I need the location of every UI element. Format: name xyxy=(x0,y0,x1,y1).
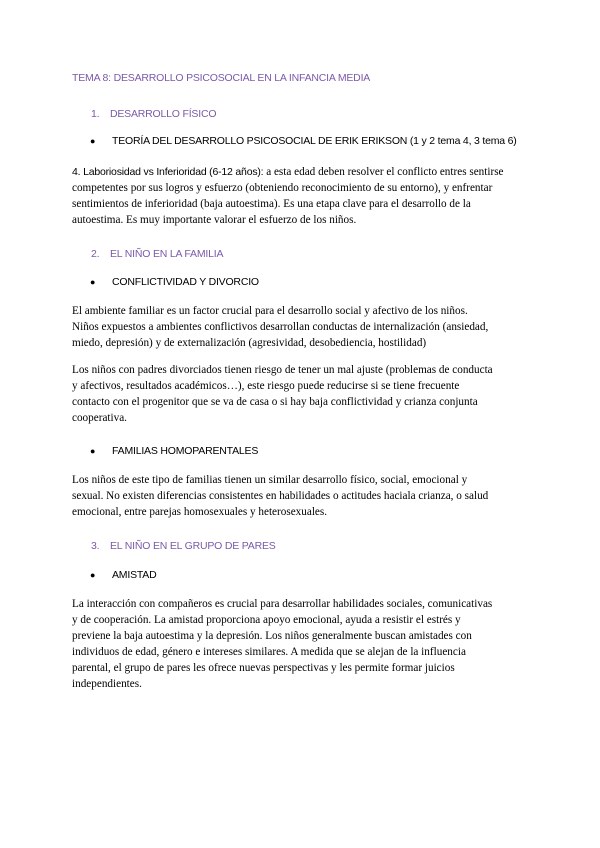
paragraph-line: y afectivos, resultados académicos…), este riesgo puede reducirse si se tiene frecuente xyxy=(72,380,460,392)
bullet-erikson-theory xyxy=(90,135,517,147)
paragraph-line: independientes. xyxy=(72,678,142,690)
paragraph-line: autoestima. Es muy importante valorar el esfuerzo de los niños. xyxy=(72,214,357,226)
bullet-icon: ● xyxy=(90,277,96,287)
bullet-text: TEORÍA DEL DESARROLLO PSICOSOCIAL DE ERIK ERIKSON (1 y 2 tema 4, 3 tema 6) xyxy=(112,135,517,147)
paragraph-line: Niños expuestos a ambientes conflictivos desarrollan conductas de internalización (ansiedad, xyxy=(72,321,489,333)
paragraph-homoparentales xyxy=(72,472,536,520)
paragraph-line: cooperativa. xyxy=(72,412,127,424)
bullet-homoparentales xyxy=(90,445,258,457)
bullet-icon: ● xyxy=(90,136,96,146)
paragraph-line: previene la baja autoestima y la depresión. Los niños generalmente buscan amistades con xyxy=(72,630,472,642)
section-heading-nino-familia xyxy=(91,248,223,260)
bullet-text: FAMILIAS HOMOPARENTALES xyxy=(112,445,259,457)
paragraph-lead: 4. Laboriosidad vs Inferioridad (6-12 años): xyxy=(72,166,264,178)
paragraph-line: a esta edad deben resolver el conflicto entres sentirse xyxy=(263,166,504,178)
paragraph-laboriosidad xyxy=(72,164,536,228)
paragraph-ambiente-familiar xyxy=(72,303,536,351)
section-heading-text: EL NIÑO EN LA FAMILIA xyxy=(110,248,224,260)
paragraph-line: parental, el grupo de pares les ofrece nuevas perspectivas y les permite formar juicios xyxy=(72,662,455,674)
paragraph-line: sentimientos de inferioridad (baja autoestima). Es una etapa clave para el desarrollo de la xyxy=(72,198,471,210)
section-number: 3. xyxy=(91,540,100,552)
paragraph-line: miedo, depresión) y de externalización (agresividad, desobediencia, hostilidad) xyxy=(72,337,427,349)
paragraph-line: competentes por sus logros y esfuerzo (obteniendo reconocimiento de su entorno), y enfrentar xyxy=(72,182,493,194)
bullet-amistad xyxy=(90,569,157,581)
section-heading-desarrollo-fisico xyxy=(91,108,216,120)
bullet-icon: ● xyxy=(90,446,96,456)
paragraph-line: La interacción con compañeros es crucial para desarrollar habilidades sociales, comunicativas xyxy=(72,598,493,610)
paragraph-amistad xyxy=(72,596,536,692)
bullet-text: CONFLICTIVIDAD Y DIVORCIO xyxy=(112,276,259,288)
paragraph-line: Los niños de este tipo de familias tienen un similar desarrollo físico, social, emocional y xyxy=(72,474,468,486)
paragraph-line: sexual. No existen diferencias consistentes en habilidades o actitudes haciala crianza, o salud xyxy=(72,490,489,502)
paragraph-line: emocional, entre parejas homosexuales y heterosexuales. xyxy=(72,506,328,518)
paragraph-line: y de cooperación. La amistad proporciona apoyo emocional, ayuda a resistir el estrés y xyxy=(72,614,461,626)
section-number: 1. xyxy=(91,108,100,120)
section-heading-text: DESARROLLO FÍSICO xyxy=(110,108,217,120)
page-title: TEMA 8: DESARROLLO PSICOSOCIAL EN LA INFANCIA MEDIA xyxy=(72,72,371,84)
paragraph-line: individuos de edad, género e intereses similares. A medida que se alejan de la influencia xyxy=(72,646,466,658)
paragraph-line: El ambiente familiar es un factor crucial para el desarrollo social y afectivo de los niños. xyxy=(72,305,468,317)
paragraph-divorcio xyxy=(72,362,536,426)
paragraph-line: contacto con el progenitor que se va de casa o si hay baja conflictividad y crianza conjunta xyxy=(72,396,478,408)
section-heading-grupo-pares xyxy=(91,540,276,552)
section-number: 2. xyxy=(91,248,100,260)
bullet-text: AMISTAD xyxy=(112,569,157,581)
paragraph-line: Los niños con padres divorciados tienen riesgo de tener un mal ajuste (problemas de conducta xyxy=(72,364,493,376)
section-heading-text: EL NIÑO EN EL GRUPO DE PARES xyxy=(110,540,276,552)
bullet-conflictividad xyxy=(90,276,259,288)
bullet-icon: ● xyxy=(90,570,96,580)
